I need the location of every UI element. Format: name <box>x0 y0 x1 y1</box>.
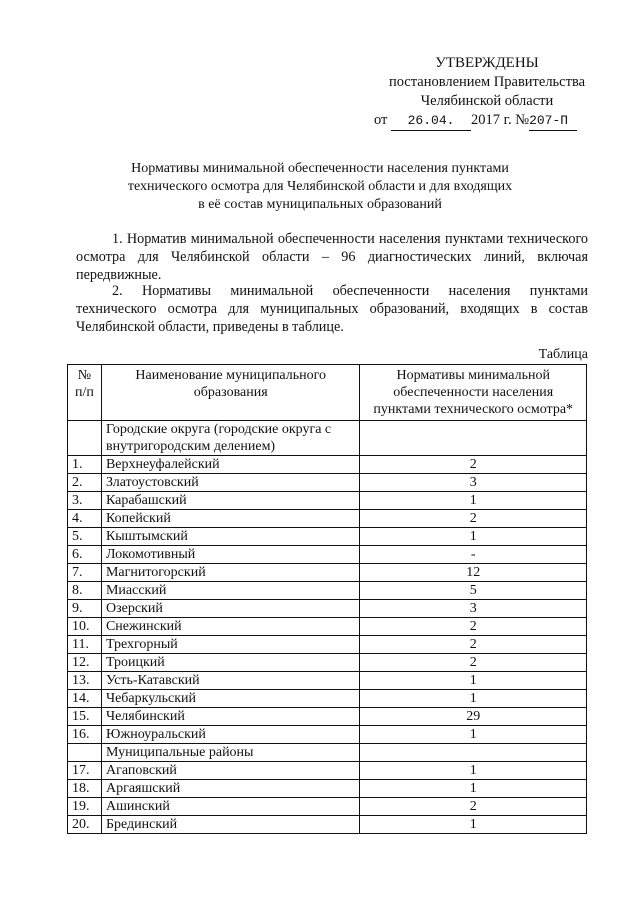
row-number: 5. <box>68 528 102 546</box>
section-title: Муниципальные районы <box>101 744 359 762</box>
header-norm: Нормативы минимальной обеспеченности населения пунктами технического осмотра* <box>360 365 587 421</box>
norm-value: - <box>360 546 587 564</box>
table-row <box>68 510 587 528</box>
approval-line-1: постановлением Правительства <box>388 74 586 90</box>
row-number: 2. <box>68 474 102 492</box>
municipality-name: Троицкий <box>101 654 359 672</box>
document-title-line-3: в её состав муниципальных образований <box>198 197 442 212</box>
section-num-cell <box>68 744 102 762</box>
table-row <box>68 474 587 492</box>
municipality-name: Южноуральский <box>101 726 359 744</box>
table-row <box>68 492 587 510</box>
municipality-name: Ашинский <box>101 798 359 816</box>
norm-value: 1 <box>360 492 587 510</box>
norm-value: 1 <box>360 762 587 780</box>
norm-value: 2 <box>360 636 587 654</box>
document-title-line-1: Нормативы минимальной обеспеченности населения пунктами <box>131 161 509 176</box>
row-number: 7. <box>68 564 102 582</box>
norm-value: 1 <box>360 780 587 798</box>
approval-title: УТВЕРЖДЕНЫ <box>435 55 539 71</box>
table-row <box>68 780 587 798</box>
header-num: № п/п <box>68 365 102 421</box>
paragraph-2-text: 2. Нормативы минимальной обеспеченности населения пунктами технического осмотра для муниципальных образований, входящих в состав Челябинской области, приведены в таблице. <box>76 283 588 335</box>
municipality-name: Магнитогорский <box>101 564 359 582</box>
table-row <box>68 726 587 744</box>
approval-line-2: Челябинской области <box>420 93 554 109</box>
row-number: 8. <box>68 582 102 600</box>
norm-value: 2 <box>360 456 587 474</box>
norm-value: 1 <box>360 690 587 708</box>
norm-value: 3 <box>360 474 587 492</box>
table-row <box>68 708 587 726</box>
table-row <box>68 456 587 474</box>
row-number: 11. <box>68 636 102 654</box>
municipality-name: Златоустовский <box>101 474 359 492</box>
table-row <box>68 762 587 780</box>
table-row <box>68 798 587 816</box>
table-row <box>68 672 587 690</box>
row-number: 6. <box>68 546 102 564</box>
table-row <box>68 546 587 564</box>
norm-value: 1 <box>360 672 587 690</box>
header-name: Наименование муниципального образования <box>101 365 359 421</box>
table-row <box>68 600 587 618</box>
norm-value: 1 <box>360 528 587 546</box>
municipality-name: Карабашский <box>101 492 359 510</box>
row-number: 13. <box>68 672 102 690</box>
table-row <box>68 654 587 672</box>
row-number: 18. <box>68 780 102 798</box>
municipality-name: Озерский <box>101 600 359 618</box>
table-row <box>68 636 587 654</box>
paragraph-1-text: 1. Норматив минимальной обеспеченности населения пунктами технического осмотра для Челябинской области – 96 диагностических линий, включая передвижные. <box>76 231 588 283</box>
row-number: 20. <box>68 816 102 834</box>
row-number: 14. <box>68 690 102 708</box>
municipality-name: Верхнеуфалейский <box>101 456 359 474</box>
table-caption: Таблица <box>538 347 588 362</box>
section-municipal-districts <box>68 744 587 762</box>
table-header-row <box>68 365 587 421</box>
table-row <box>68 582 587 600</box>
row-number: 10. <box>68 618 102 636</box>
municipality-name: Кыштымский <box>101 528 359 546</box>
municipality-name: Агаповский <box>101 762 359 780</box>
norm-value: 12 <box>360 564 587 582</box>
row-number: 4. <box>68 510 102 528</box>
norm-value: 5 <box>360 582 587 600</box>
norm-value: 29 <box>360 708 587 726</box>
row-number: 17. <box>68 762 102 780</box>
municipality-name: Трехгорный <box>101 636 359 654</box>
norm-value: 1 <box>360 726 587 744</box>
approval-block <box>372 54 602 131</box>
table-row <box>68 528 587 546</box>
table-body <box>68 421 587 834</box>
paragraph-1 <box>76 230 588 284</box>
row-number: 1. <box>68 456 102 474</box>
date-prefix: от <box>374 112 388 128</box>
municipality-name: Снежинский <box>101 618 359 636</box>
norms-table <box>67 364 587 834</box>
section-value-cell <box>360 744 587 762</box>
handwritten-number: 207-П <box>529 111 577 131</box>
norm-value: 2 <box>360 618 587 636</box>
table-row <box>68 564 587 582</box>
table-row <box>68 690 587 708</box>
document-title-line-2: технического осмотра для Челябинской области и для входящих <box>127 179 513 194</box>
section-title: Городские округа (городские округа с внутригородским делением) <box>101 421 359 456</box>
row-number: 3. <box>68 492 102 510</box>
row-number: 16. <box>68 726 102 744</box>
paragraph-2 <box>76 282 588 336</box>
municipality-name: Миасский <box>101 582 359 600</box>
norm-value: 2 <box>360 510 587 528</box>
row-number: 12. <box>68 654 102 672</box>
row-number: 9. <box>68 600 102 618</box>
row-number: 19. <box>68 798 102 816</box>
municipality-name: Усть-Катавский <box>101 672 359 690</box>
approval-date-line <box>372 111 602 131</box>
row-number: 15. <box>68 708 102 726</box>
document-title <box>80 160 560 214</box>
section-urban-districts <box>68 421 587 456</box>
municipality-name: Аргаяшский <box>101 780 359 798</box>
norm-value: 3 <box>360 600 587 618</box>
year-text: 2017 г. № <box>471 112 530 128</box>
section-value-cell <box>360 421 587 456</box>
municipality-name: Локомотивный <box>101 546 359 564</box>
table-row <box>68 816 587 834</box>
municipality-name: Чебаркульский <box>101 690 359 708</box>
norm-value: 2 <box>360 798 587 816</box>
handwritten-date: 26.04. <box>391 111 471 131</box>
norm-value: 1 <box>360 816 587 834</box>
municipality-name: Брединский <box>101 816 359 834</box>
norm-value: 2 <box>360 654 587 672</box>
municipality-name: Челябинский <box>101 708 359 726</box>
table-row <box>68 618 587 636</box>
municipality-name: Копейский <box>101 510 359 528</box>
section-num-cell <box>68 421 102 456</box>
